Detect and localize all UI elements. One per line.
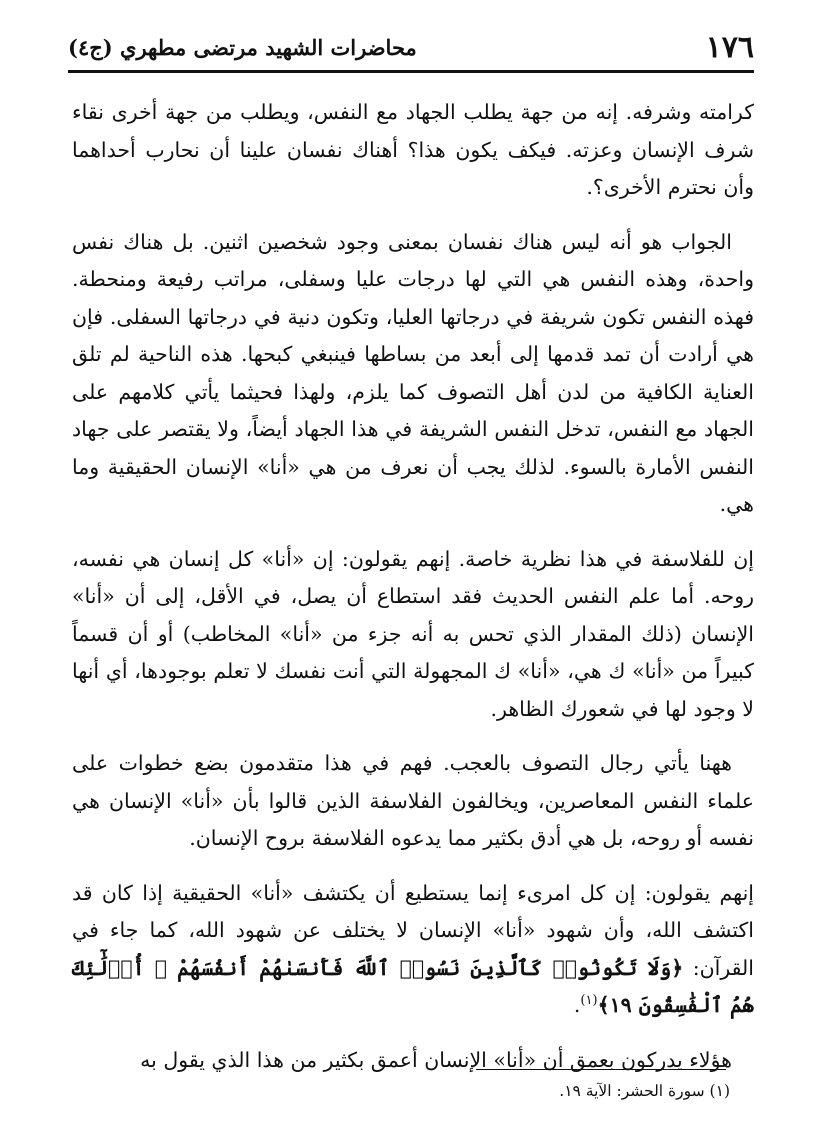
paragraph-4: [72, 745, 754, 858]
paragraph-1: [72, 94, 754, 207]
footnote-rule: [476, 1069, 726, 1070]
paragraph-2-text: الجواب هو أنه ليس هناك نفسان بمعنى وجود شخصين اثنين. بل هناك نفس واحدة، وهذه النفس هي التي لها درجات عليا وسفلى، مراتب رفيعة ومنحطة. فهذه النفس تكون شريفة في درجاتها العليا، وتكون دنية في درجاتها السفلى. فإن هي أرادت أن تمد قدمها إلى أبعد من بساطها فينبغي كبحها. هذه الناحية لم تلق العناية الكافية من لدن أهل التصوف كما يلزم، ولهذا فحيثما يأتي كلامهم على الجهاد مع النفس، تدخل النفس الشريفة في هذا الجهاد أيضاً، ولا يقتصر على جهاد النفس الأمارة بالسوء. لذلك يجب أن نعرف من هي «أنا» الإنسان الحقيقية وما هي.: [72, 229, 754, 516]
header-rule: [68, 70, 754, 73]
paragraph-5-end: .: [573, 993, 581, 1017]
footnote-reference[interactable]: (١): [580, 993, 598, 1009]
paragraph-1-text: كرامته وشرفه. إنه من جهة يطلب الجهاد مع النفس، ويطلب من جهة أخرى نقاء شرف الإنسان وعزته. فيكف يكون هذا؟ أهناك نفسان علينا أن نحارب أحداهما وأن نحترم الأخرى؟.: [72, 100, 754, 199]
page-number: ١٧٦: [705, 29, 754, 65]
paragraph-3: [72, 541, 754, 729]
paragraph-6: [72, 1042, 754, 1080]
paragraph-2: [72, 224, 754, 524]
paragraph-4-text: ههنا يأتي رجال التصوف بالعجب. فهم في هذا متقدمون بضع خطوات على علماء النفس المعاصرين، ويخالفون الفلاسفة الذين قالوا بأن «أنا» الإنسان هي نفسه أو روحه، بل هي أدق بكثير مما يدعوه الفلاسفة بروح الإنسان.: [72, 751, 754, 850]
body-text: [72, 94, 754, 1079]
running-title: محاضرات الشهيد مرتضى مطهري (ج٤): [68, 34, 417, 60]
paragraph-3-text: إن للفلاسفة في هذا نظرية خاصة. إنهم يقولون: إن «أنا» كل إنسان هي نفسه، روحه. أما علم النفس الحديث فقد استطاع أن يصل، في الأقل، إلى أن «أنا» الإنسان (ذلك المقدار الذي تحس به أنه جزء من «أنا» المخاطب) أو أن قسماً كبيراً من «أنا» ك هي، «أنا» ك المجهولة التي أنت نفسك لا تعلم بوجودها، أي أنها لا وجود لها في شعورك الظاهر.: [72, 546, 754, 721]
paragraph-5-text: إنهم يقولون: إن كل امرىء إنما يستطيع أن يكتشف «أنا» الحقيقية إذا كان قد اكتشف الله، وأن شهود «أنا» الإنسان لا يختلف عن شهود الله، كما جاء في القرآن:: [72, 880, 754, 980]
paragraph-6-text: هؤلاء يدركون بعمق أن «أنا» الإنسان أعمق بكثير من هذا الذي يقول به: [140, 1047, 732, 1072]
quran-verse: ﴿وَلَا تَكُونُوا۟ كَٱلَّذِينَ نَسُوا۟ ٱللَّهَ فَأَنسَىٰهُمْ أَنفُسَهُمْ ۚ أُو۟لَٰٓئِكَ هُمُ ٱلْفَٰسِقُونَ ١٩﴾: [72, 955, 754, 1017]
paragraph-5: [72, 875, 754, 1025]
footnote: (١) سورة الحشر: الآية ١٩.: [559, 1082, 730, 1100]
page-header: [68, 30, 754, 64]
